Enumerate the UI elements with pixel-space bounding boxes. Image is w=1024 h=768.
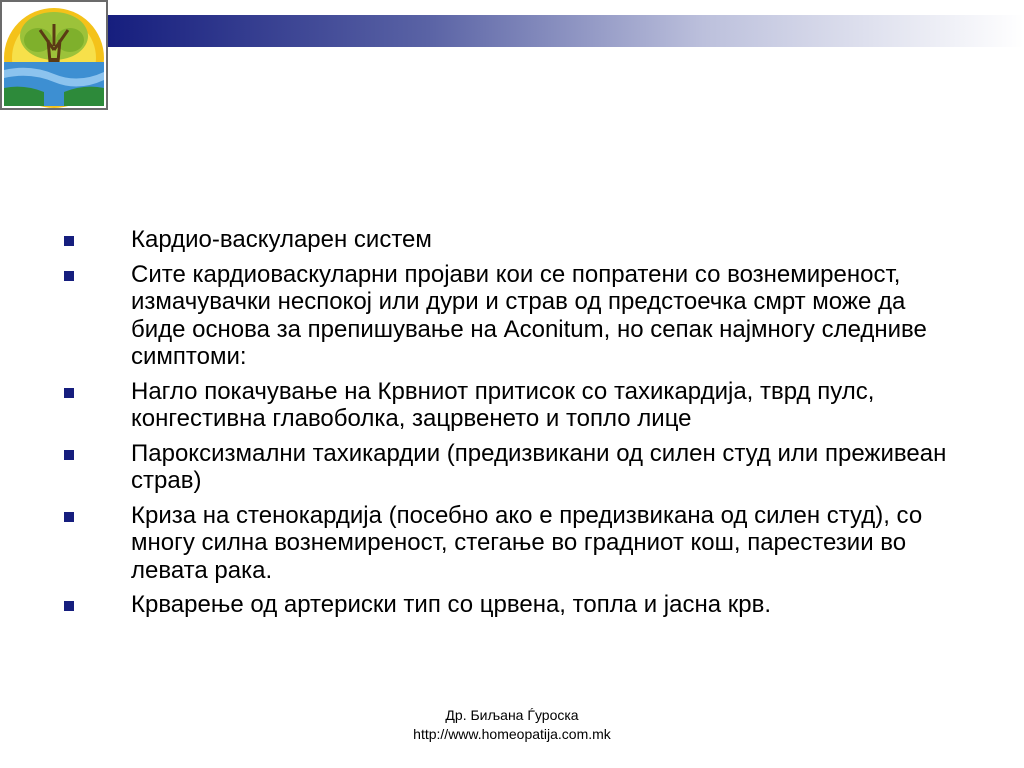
square-bullet-icon [64, 512, 74, 522]
footer [312, 706, 712, 744]
bullet-text: Кардио-васкуларен систем [131, 226, 432, 253]
list-item [62, 261, 962, 371]
bullet-text: Пароксизмални тахикардии (предизвикани од силен студ или преживеан страв) [131, 439, 947, 494]
square-bullet-icon [64, 271, 74, 281]
bullet-text: Крварење од артериски тип со црвена, топла и јасна крв. [131, 591, 772, 618]
list-item [62, 591, 962, 619]
tree-logo-icon [0, 0, 108, 110]
list-item [62, 440, 962, 495]
square-bullet-icon [64, 450, 74, 460]
header-gradient-bar [108, 15, 1024, 47]
bullet-text: Сите кардиоваскуларни пројави кои се попратени со вознемиреност, измачувачки неспокој или дури и страв од предстоечка смрт може да биде основа за препишување на Aconitum, но сепак најмногу следниве симптоми: [131, 260, 927, 370]
bullet-text: Нагло покачување на Крвниот притисок со тахикардија, тврд пулс, конгестивна главоболка, зацрвенето и топло лице [131, 377, 875, 432]
square-bullet-icon [64, 236, 74, 246]
list-item [62, 502, 962, 585]
footer-url[interactable]: http://www.homeopatija.com.mk [413, 726, 611, 742]
bullet-text: Криза на стенокардија (посебно ако е предизвикана од силен студ), со многу силна вознемиреност, стегање во градниот кош, парестезии во левата рака. [131, 501, 923, 584]
list-item [62, 226, 962, 254]
list-item [62, 378, 962, 433]
footer-author: Др. Биљана Ѓуроска [445, 707, 579, 723]
slide-content [62, 226, 962, 626]
square-bullet-icon [64, 388, 74, 398]
bullet-list [62, 226, 962, 619]
square-bullet-icon [64, 601, 74, 611]
